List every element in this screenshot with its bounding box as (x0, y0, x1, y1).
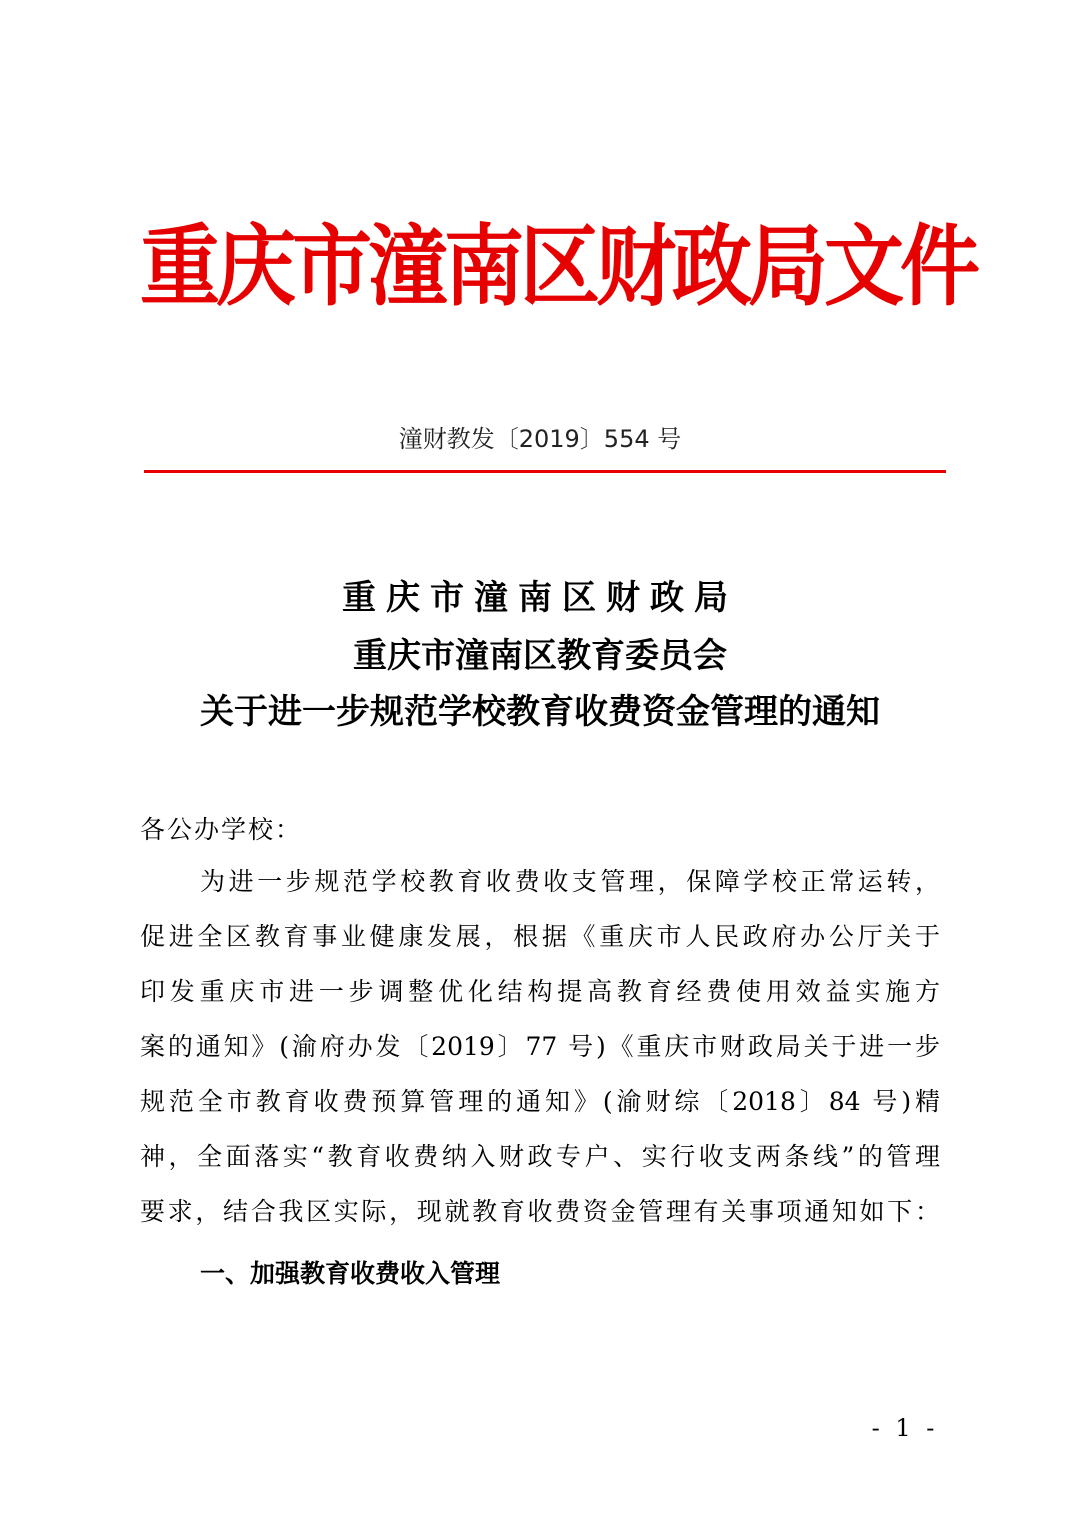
title-issuer-education-committee: 重庆市潼南区教育委员会 (353, 636, 727, 676)
page-number: - 1 - (871, 1414, 939, 1442)
document-title: 关于进一步规范学校教育收费资金管理的通知 (200, 692, 880, 732)
body-text-line: 要求，结合我区实际，现就教育收费资金管理有关事项通知如下： (140, 1197, 940, 1226)
title-issuer-finance-bureau: 重庆市潼南区财政局 (342, 578, 738, 618)
body-text-line: 印发重庆市进一步调整优化结构提高教育经费使用效益实施方 (140, 977, 940, 1006)
body-text-line: 神，全面落实“教育收费纳入财政专户、实行收支两条线”的管理 (140, 1142, 940, 1171)
body-text-line: 为进一步规范学校教育收费收支管理，保障学校正常运转， (200, 867, 940, 896)
body-text-line: 规范全市教育收费预算管理的通知》(渝财综〔2018〕84 号)精 (140, 1087, 940, 1116)
document-number: 潼财教发〔2019〕554 号 (398, 425, 682, 453)
body-text-line: 案的通知》(渝府办发〔2019〕77 号)《重庆市财政局关于进一步 (140, 1032, 940, 1061)
red-divider-rule (144, 470, 946, 473)
salutation: 各公办学校： (140, 815, 303, 844)
document-masthead: 重庆市潼南区财政局文件 (140, 214, 976, 318)
section-heading: 一、加强教育收费收入管理 (200, 1259, 501, 1288)
body-text-line: 促进全区教育事业健康发展，根据《重庆市人民政府办公厅关于 (140, 922, 940, 951)
